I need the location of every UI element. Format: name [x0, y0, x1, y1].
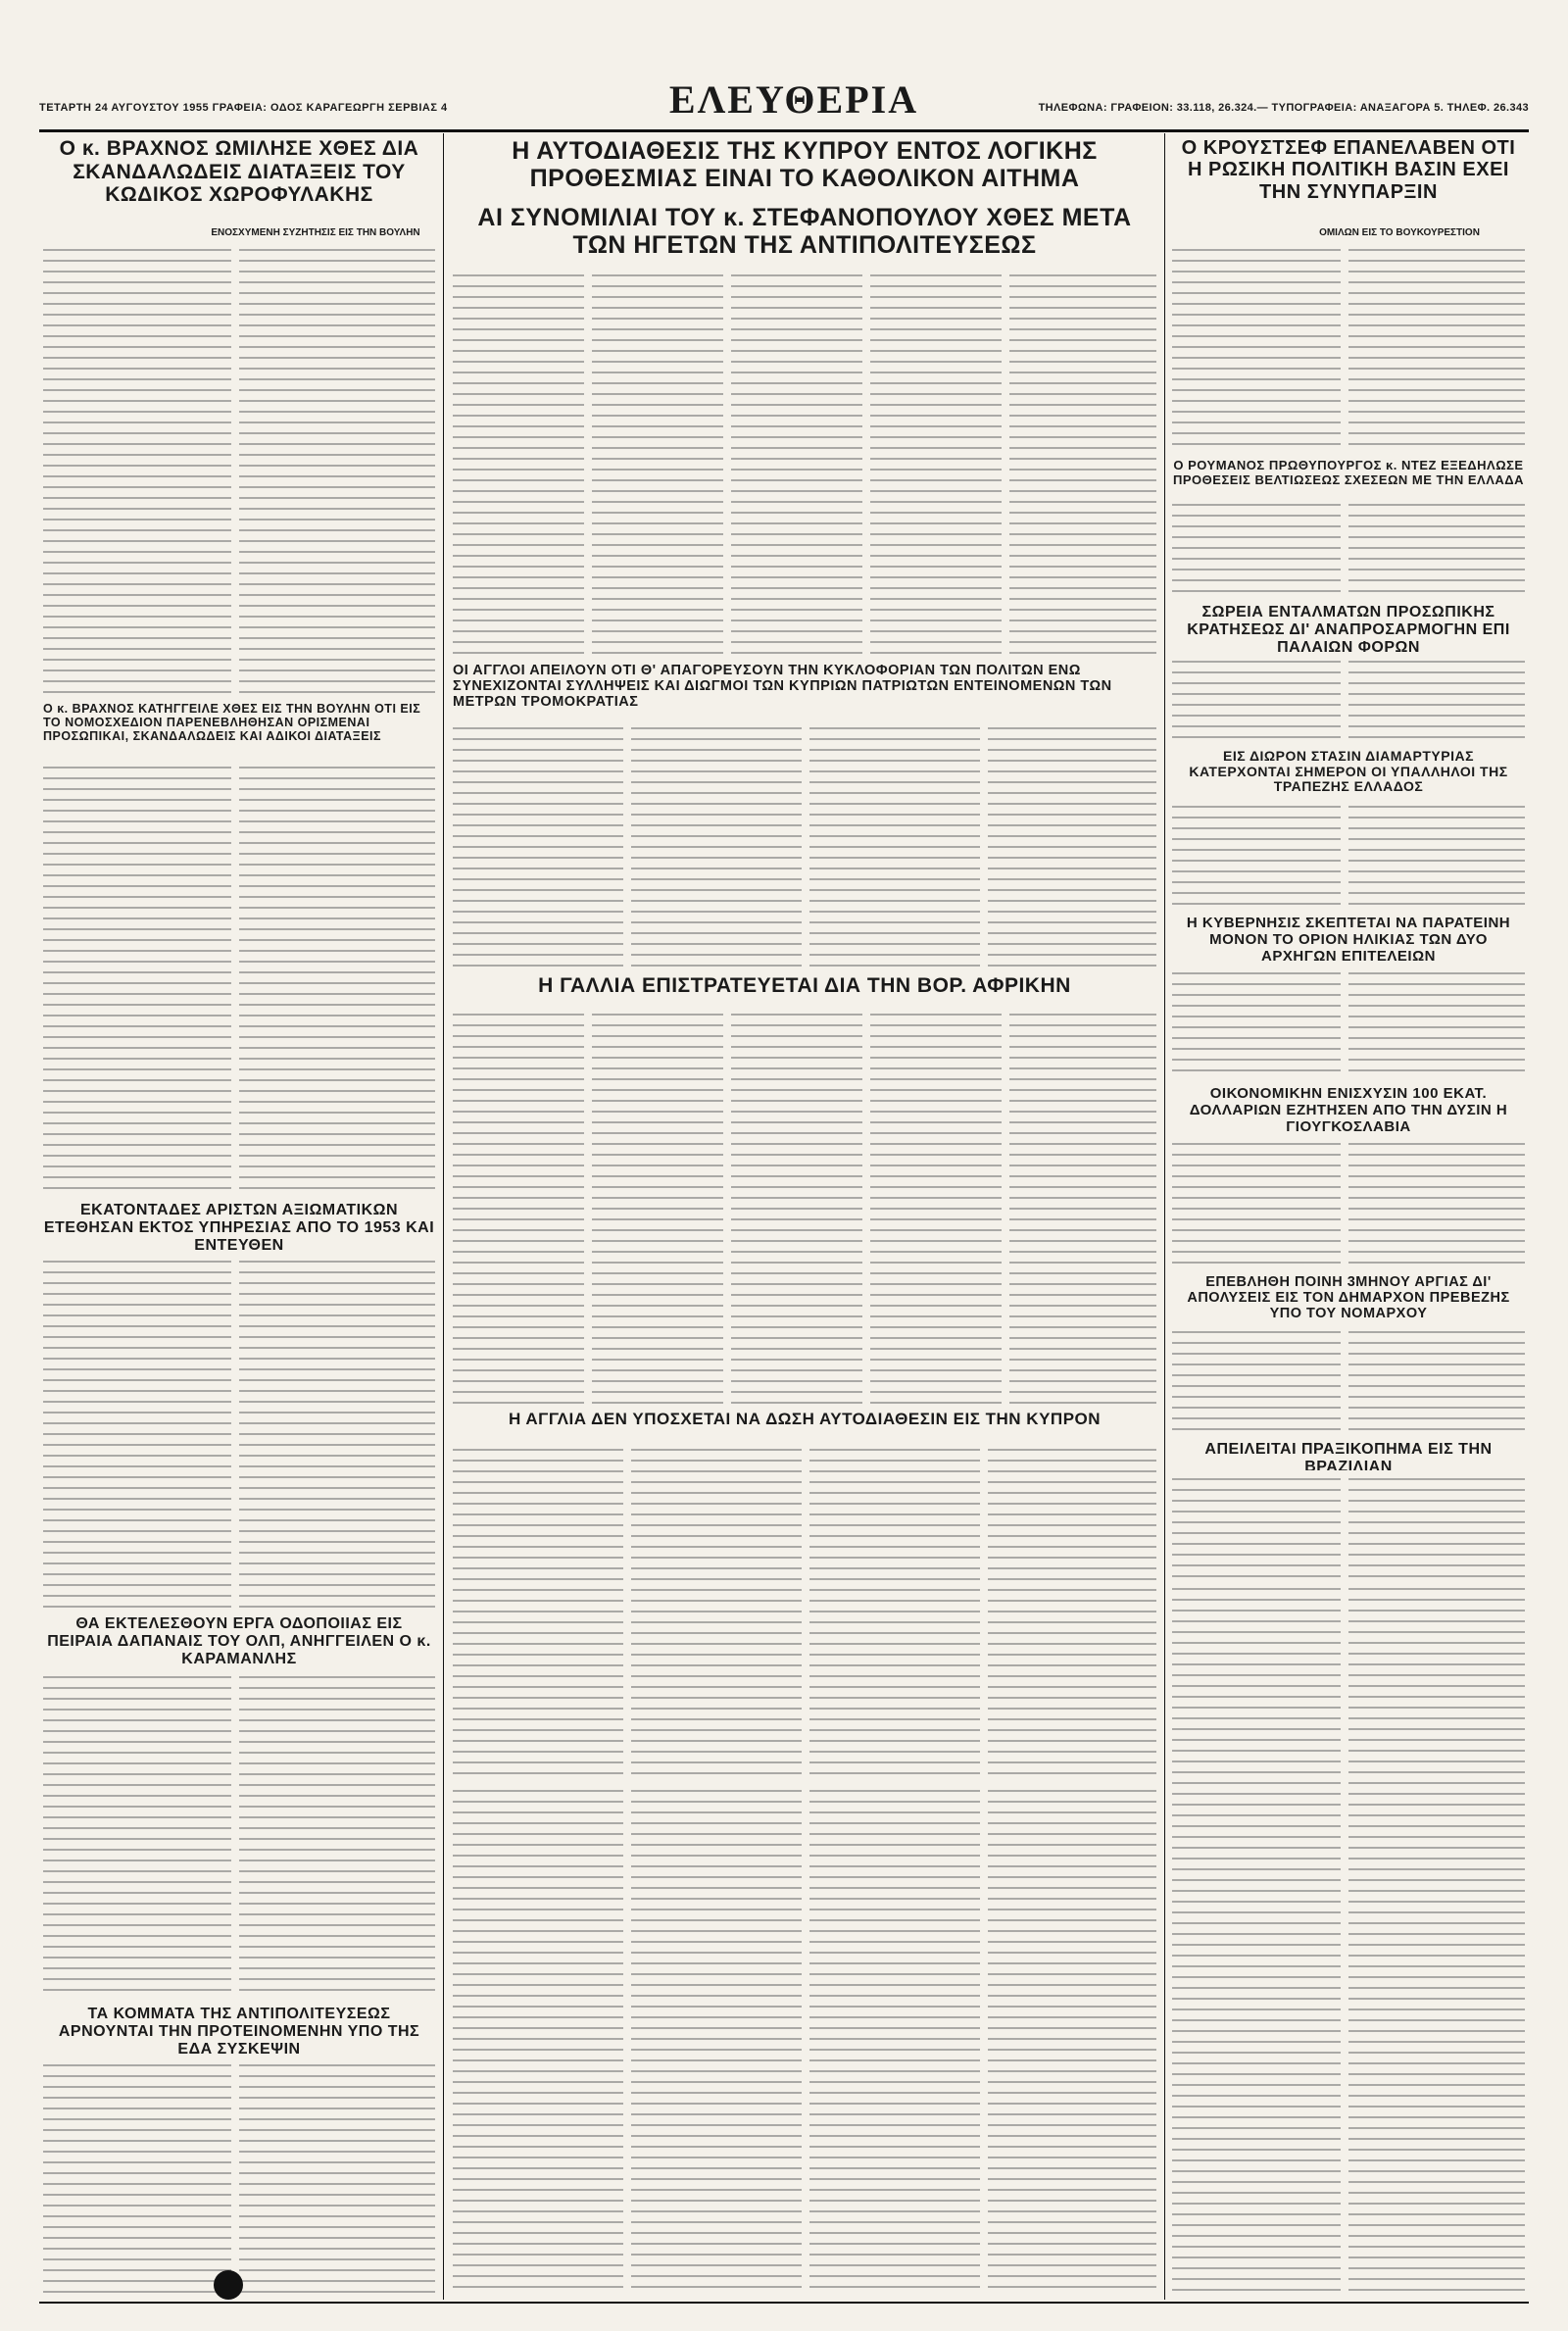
column-divider [1164, 133, 1165, 2300]
article-text [1009, 274, 1156, 657]
headline-stefanopoulos-meetings: ΑΙ ΣΥΝΟΜΙΛΙΑΙ ΤΟΥ κ. ΣΤΕΦΑΝΟΠΟΥΛΟΥ ΧΘΕΣ ΜΕΤΑ ΤΩΝ ΗΓΕΤΩΝ ΤΗΣ ΑΝΤΙΠΟΛΙΤΕΥΣΕΩΣ [477, 204, 1132, 259]
headline-british-banned: ΟΙ ΑΓΓΛΟΙ ΑΠΕΙΛΟΥΝ ΟΤΙ Θ' ΑΠΑΓΟΡΕΥΣΟΥΝ ΤΗΝ ΚΥΚΛΟΦΟΡΙΑΝ ΤΩΝ ΠΟΛΙΤΩΝ ΕΝΩ ΣΥΝΕΧΙΖΟΝΤΑΙ ΣΥΛΛΗΨΕΙΣ ΚΑΙ ΔΙΩΓΜΟΙ ΤΩΝ ΚΥΠΡΙΩΝ ΠΑΤΡΙΩΤΩΝ ΕΝΤΕΙΝΟΜΕΝΩΝ ΤΩΝ ΜΕΤΡΩΝ ΤΡΟΜΟΚΡΑΤΙΑΣ [453, 663, 1112, 711]
article-text [809, 727, 980, 967]
article-text [988, 1790, 1156, 2296]
masthead-date-address: ΤΕΤΑΡΤΗ 24 ΑΥΓΟΥΣΤΟΥ 1955 ΓΡΑΦΕΙΑ: ΟΔΟΣ ΚΑΡΑΓΕΩΡΓΗ ΣΕΡΒΙΑΣ 4 [39, 102, 448, 114]
article-text [239, 1261, 435, 1610]
headline-salary-deductions: ΣΩΡΕΙΑ ΕΝΤΑΛΜΑΤΩΝ ΠΡΟΣΩΠΙΚΗΣ ΚΡΑΤΗΣΕΩΣ ΔΙ' ΑΝΑΠΡΟΣΑΡΜΟΓΗΝ ΕΠΙ ΠΑΛΑΙΩΝ ΦΟΡΩΝ [1187, 604, 1510, 655]
article-text [592, 1014, 723, 1404]
article-text [631, 1790, 802, 2296]
article-text [1348, 1331, 1525, 1433]
column-divider [443, 133, 444, 2300]
headline-england-refuses: Η ΑΓΓΛΙΑ ΔΕΝ ΥΠΟΣΧΕΤΑΙ ΝΑ ΔΩΣΗ ΑΥΤΟΔΙΑΘΕΣΙΝ ΕΙΣ ΤΗΝ ΚΥΠΡΟΝ [508, 1410, 1102, 1428]
article-text [870, 1014, 1002, 1404]
article-text [870, 274, 1002, 657]
headline-coup-brazil: ΑΠΕΙΛΕΙΤΑΙ ΠΡΑΞΙΚΟΠΗΜΑ ΕΙΣ ΤΗΝ ΒΡΑΖΙΛΙΑΝ [1204, 1441, 1493, 1470]
article-text [453, 1790, 623, 2296]
article-text [453, 274, 584, 657]
article-text [731, 1014, 862, 1404]
headline-bank-strike: ΕΙΣ ΔΙΩΡΟΝ ΣΤΑΣΙΝ ΔΙΑΜΑΡΤΥΡΙΑΣ ΚΑΤΕΡΧΟΝΤΑΙ ΣΗΜΕΡΟΝ ΟΙ ΥΠΑΛΛΗΛΟΙ ΤΗΣ ΤΡΑΠΕΖΗΣ ΕΛΛΑΔΟΣ [1189, 749, 1508, 795]
article-text [1172, 972, 1341, 1080]
headline-opposition-parties: ΤΑ ΚΟΜΜΑΤΑ ΤΗΣ ΑΝΤΙΠΟΛΙΤΕΥΣΕΩΣ ΑΡΝΟΥΝΤΑΙ ΤΗΝ ΠΡΟΤΕΙΝΟΜΕΝΗΝ ΥΠΟ ΤΗΣ ΕΔΑ ΣΥΣΚΕΨΙΝ [58, 2006, 420, 2058]
article-text [239, 767, 435, 1198]
article-text [1348, 806, 1525, 910]
headline-romanian-pm: Ο ΡΟΥΜΑΝΟΣ ΠΡΩΘΥΠΟΥΡΓΟΣ κ. ΝΤΕΖ ΕΞΕΔΗΛΩΣΕ ΠΡΟΘΕΣΕΙΣ ΒΕΛΤΙΩΣΕΩΣ ΣΧΕΣΕΩΝ ΜΕ ΤΗΝ ΕΛΛΑΔΑ [1173, 459, 1524, 487]
article-text [1348, 1478, 1525, 1580]
subhead-varnos-spoke: ΕΝΟΣΧΥΜΕΝΗ ΣΥΖΗΤΗΣΙΣ ΕΙΣ ΤΗΝ ΒΟΥΛΗΝ [211, 227, 420, 238]
article-text [631, 727, 802, 967]
article-text [43, 1676, 231, 2000]
article-text [731, 274, 862, 657]
ink-blot [214, 2270, 243, 2300]
article-text [809, 1790, 980, 2296]
headline-economic-aid: ΟΙΚΟΝΟΜΙΚΗΝ ΕΝΙΣΧΥΣΙΝ 100 ΕΚΑΤ. ΔΟΛΛΑΡΙΩΝ ΕΖΗΤΗΣΕΝ ΑΠΟ ΤΗΝ ΔΥΣΙΝ Η ΓΙΟΥΓΚΟΣΛΑΒΙΑ [1189, 1086, 1508, 1135]
newspaper-title: ΕΛΕΥΘΕΡΙΑ [668, 77, 919, 122]
article-text [453, 1014, 584, 1404]
article-text [1172, 1331, 1341, 1433]
headline-varnos-accused: Ο κ. ΒΡΑΧΝΟΣ ΚΑΤΗΓΓΕΙΛΕ ΧΘΕΣ ΕΙΣ ΤΗΝ ΒΟΥΛΗΝ ΟΤΙ ΕΙΣ ΤΟ ΝΟΜΟΣΧΕΔΙΟΝ ΠΑΡΕΝΕΒΛΗΘΗΣΑΝ ΟΡΙΣΜΕΝΑΙ ΠΡΟΣΩΠΙΚΑΙ, ΣΚΑΝΔΑΛΩΔΕΙΣ ΚΑΙ ΑΔΙΚΟΙ ΔΙΑΤΑΞΕΙΣ [43, 702, 421, 743]
article-text [1172, 661, 1341, 743]
headline-varnos-spoke: Ο κ. ΒΡΑΧΝΟΣ ΩΜΙΛΗΣΕ ΧΘΕΣ ΔΙΑ ΣΚΑΝΔΑΛΩΔΕΙΣ ΔΙΑΤΑΞΕΙΣ ΤΟΥ ΚΩΔΙΚΟΣ ΧΩΡΟΦΥΛΑΚΗΣ [59, 137, 419, 207]
article-text [1172, 1588, 1341, 2296]
article-text [1348, 504, 1525, 598]
article-text [453, 727, 623, 967]
masthead-rule [39, 129, 1529, 132]
article-text [1348, 661, 1525, 743]
subhead-khrushchev: ΟΜΙΛΩΝ ΕΙΣ ΤΟ ΒΟΥΚΟΥΡΕΣΤΙΟΝ [1319, 227, 1480, 238]
headline-epibeveli: ΕΠΕΒΛΗΘΗ ΠΟΙΝΗ 3ΜΗΝΟΥ ΑΡΓΙΑΣ ΔΙ' ΑΠΟΛΥΣΕΙΣ ΕΙΣ ΤΟΝ ΔΗΜΑΡΧΟΝ ΠΡΕΒΕΖΗΣ ΥΠΟ ΤΟΥ ΝΟΜΑΡΧΟΥ [1187, 1274, 1510, 1322]
article-text [631, 1449, 802, 1782]
headline-khrushchev: Ο ΚΡΟΥΣΤΣΕΦ ΕΠΑΝΕΛΑΒΕΝ ΟΤΙ Η ΡΩΣΙΚΗ ΠΟΛΙΤΙΚΗ ΒΑΣΙΝ ΕΧΕΙ ΤΗΝ ΣΥΝΥΠΑΡΞΙΝ [1181, 137, 1516, 203]
article-text [43, 249, 231, 696]
article-text [1348, 1588, 1525, 2296]
article-text [239, 1676, 435, 2000]
headline-promotions: ΕΚΑΤΟΝΤΑΔΕΣ ΑΡΙΣΤΩΝ ΑΞΙΩΜΑΤΙΚΩΝ ΕΤΕΘΗΣΑΝ ΕΚΤΟΣ ΥΠΗΡΕΣΙΑΣ ΑΠΟ ΤΟ 1953 ΚΑΙ ΕΝΤΕΥΘΕΝ [43, 1202, 435, 1253]
article-text [43, 1261, 231, 1610]
article-text [239, 249, 435, 696]
article-text [1172, 806, 1341, 910]
article-text [1172, 1478, 1341, 1580]
article-text [988, 727, 1156, 967]
article-text [239, 2064, 435, 2296]
article-text [1172, 504, 1341, 598]
headline-cyprus-self-determination: Η ΑΥΤΟΔΙΑΘΕΣΙΣ ΤΗΣ ΚΥΠΡΟΥ ΕΝΤΟΣ ΛΟΓΙΚΗΣ ΠΡΟΘΕΣΜΙΑΣ ΕΙΝΑΙ ΤΟ ΚΑΘΟΛΙΚΟΝ ΑΙΤΗΜΑ [512, 137, 1098, 192]
headline-government-age-limit: Η ΚΥΒΕΡΝΗΣΙΣ ΣΚΕΠΤΕΤΑΙ ΝΑ ΠΑΡΑΤΕΙΝΗ ΜΟΝΟΝ ΤΟ ΟΡΙΟΝ ΗΛΙΚΙΑΣ ΤΩΝ ΔΥΟ ΑΡΧΗΓΩΝ ΕΠΙΤΕΛΕΙΩΝ [1186, 916, 1511, 965]
article-text [592, 274, 723, 657]
masthead [39, 76, 1529, 135]
article-text [809, 1449, 980, 1782]
article-text [1009, 1014, 1156, 1404]
article-text [43, 2064, 231, 2296]
headline-road-works: ΘΑ ΕΚΤΕΛΕΣΘΟΥΝ ΕΡΓΑ ΟΔΟΠΟΙΙΑΣ ΕΙΣ ΠΕΙΡΑΙΑ ΔΑΠΑΝΑΙΣ ΤΟΥ ΟΛΠ, ΑΝΗΓΓΕΙΛΕΝ Ο κ. ΚΑΡΑΜΑΝΛΗΣ [47, 1615, 431, 1667]
masthead-phones: ΤΗΛΕΦΩΝΑ: ΓΡΑΦΕΙΟΝ: 33.118, 26.324.— ΤΥΠΟΓΡΑΦΕΙΑ: ΑΝΑΞΑΓΟΡΑ 5. ΤΗΛΕΦ. 26.343 [1038, 102, 1529, 114]
article-text [1348, 249, 1525, 453]
article-text [1172, 1143, 1341, 1268]
article-text [43, 767, 231, 1198]
article-text [1172, 249, 1341, 453]
article-text [1348, 972, 1525, 1080]
article-text [453, 1449, 623, 1782]
article-text [988, 1449, 1156, 1782]
headline-france-mobilizes: Η ΓΑΛΛΙΑ ΕΠΙΣΤΡΑΤΕΥΕΤΑΙ ΔΙΑ ΤΗΝ ΒΟΡ. ΑΦΡΙΚΗΝ [538, 974, 1071, 997]
page-bottom-rule [39, 2302, 1529, 2304]
article-text [1348, 1143, 1525, 1268]
